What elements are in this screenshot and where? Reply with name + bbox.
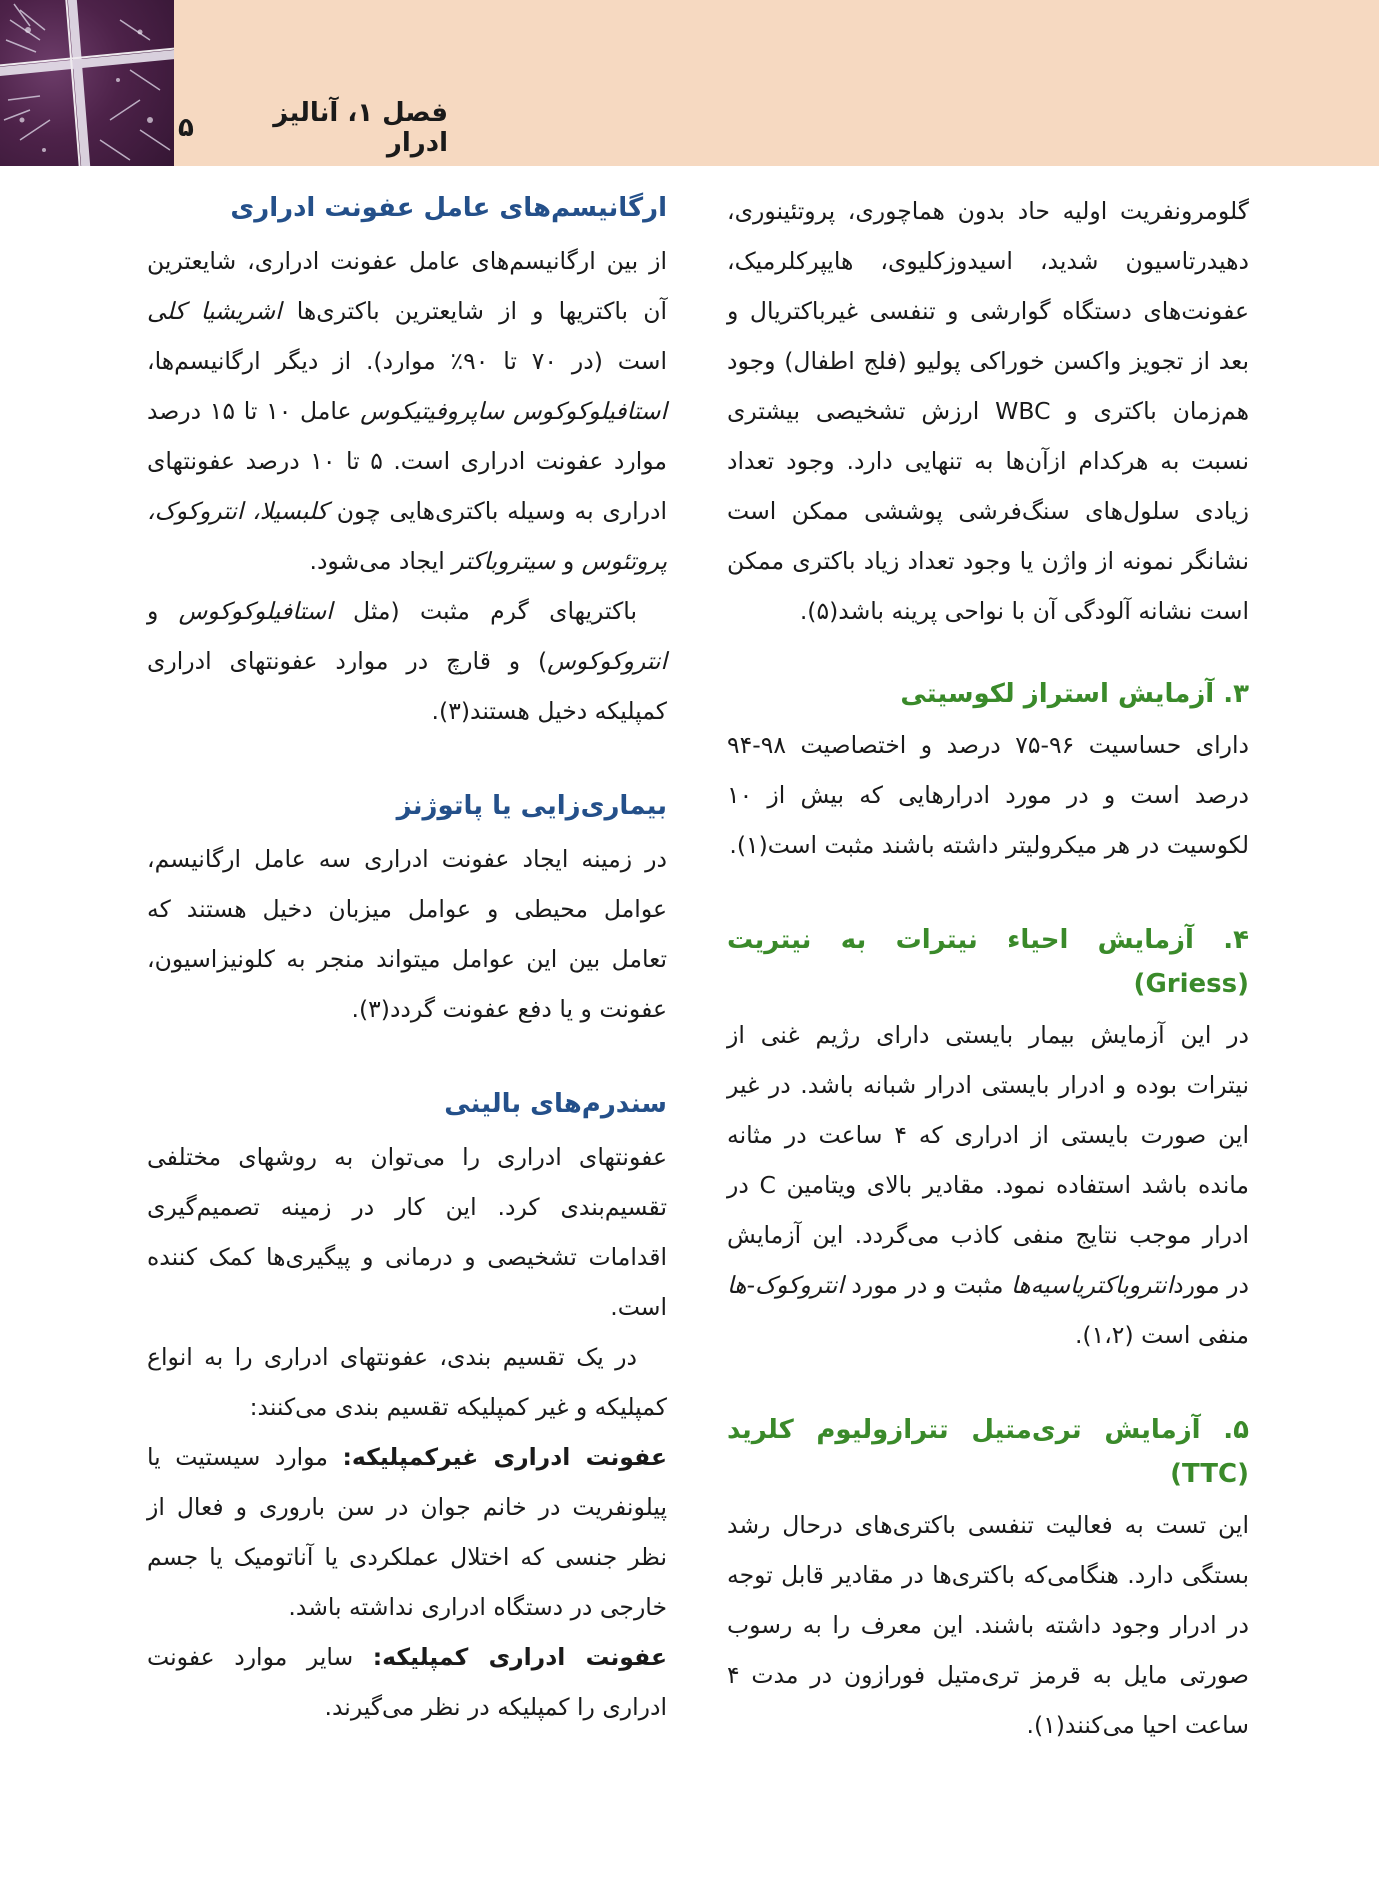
section4-heading: ۴. آزمایش احیاء نیترات به نیتریت (Griess): [727, 925, 1249, 999]
org-text-3: عامل ۱۰ تا ۱۵ درصد موارد عفونت ادراری است. ۵ تا ۱۰ درصد عفونتهای ادراری به وسیله باکتری‌هایی چون: [147, 397, 667, 525]
uncomplicated-label: عفونت ادراری غیرکمپلیکه:: [342, 1443, 668, 1471]
section4-text-a: در این آزمایش بیمار بایستی دارای رژیم غنی از نیترات بوده و ادرار بایستی ادرار شبانه باشد. در غیر این صورت بایستی از ادراری که ۴ ساعت در مثانه مانده باشد استفاده نمود. مقادیر بالای ویتامین C در ادرار موجب نتایج منفی کاذب می‌گردد. این آزمایش در مورد: [727, 1021, 1249, 1299]
org-text-1: از بین ارگانیسم‌های عامل عفونت ادراری، شایعترین آن باکتریها و از شایعترین باکتری‌ها: [147, 247, 667, 325]
section3-heading: ۳. آزمایش استراز لکوسیتی: [900, 679, 1249, 709]
uncomplicated-text: موارد سیستیت یا پیلونفریت در خانم جوان در سن باروری و فعال از نظر جنسی که اختلال عملکردی یا آناتومیک یا جسم خارجی در دستگاه ادراری نداشته باشد.: [147, 1443, 667, 1621]
org-text-5: ایجاد می‌شود.: [309, 547, 453, 575]
complicated-label: عفونت ادراری کمپلیکه:: [372, 1643, 667, 1671]
org-italic-3: کلبسیلا، انتروکوک، پروتئوس: [147, 497, 667, 575]
syndromes-heading: سندرم‌های بالینی: [444, 1089, 667, 1119]
pathogenesis-text: در زمینه ایجاد عفونت ادراری سه عامل ارگانیسم، عوامل محیطی و عوامل میزبان دخیل هستند که تعامل بین این عوامل میتواند منجر به کلونیزاسیون، عفونت و یا دفع عفونت گردد(۳).: [147, 845, 667, 1023]
section4-text: [727, 1010, 1249, 1360]
complicated-text: سایر موارد عفونت ادراری را کمپلیکه در نظر می‌گیرند.: [147, 1643, 667, 1721]
chapter-header: [178, 98, 448, 158]
org-italic-2: استافیلوکوکوس ساپروفیتیکوس: [360, 397, 667, 425]
page-number: ۵: [178, 113, 194, 143]
section4-italic-a: انتروباکتریاسیه‌ها: [1011, 1271, 1174, 1299]
section3-text: دارای حساسیت ۹۶-۷۵ درصد و اختصاصیت ۹۸-۹۴ درصد است و در مورد ادرارهایی که بیش از ۱۰ لکوسیت در هر میکرولیتر داشته باشند مثبت است(۱).: [727, 731, 1250, 859]
pathogenesis-heading: بیماری‌زایی یا پاتوژنز: [396, 791, 667, 821]
gram-positive-text: [147, 586, 667, 736]
org-italic-1: اشریشیا کلی: [147, 297, 282, 325]
section4-italic-b: انتروکوک‌-ها: [727, 1271, 844, 1299]
gram-italic-2: انتروکوکوس: [547, 647, 667, 675]
org-text-4: و: [555, 547, 582, 575]
syndromes-text: عفونتهای ادراری را می‌توان به روشهای مختلفی تقسیم‌بندی کرد. این کار در زمینه تصمیم‌گیری اقدامات تشخیصی و درمانی و پیگیری‌ها کمک کننده است.: [147, 1143, 667, 1321]
org-italic-4: سیتروباکتر: [452, 547, 556, 575]
gram-text-1: باکتریهای گرم مثبت (مثل: [332, 597, 637, 625]
classification-text: در یک تقسیم بندی، عفونتهای ادراری را به انواع کمپلیکه و غیر کمپلیکه تقسیم بندی می‌کنند:: [147, 1343, 667, 1421]
org-text-2: است (در ۷۰ تا ۹۰٪ موارد). از دیگر ارگانیسم‌ها،: [147, 347, 667, 375]
section4-text-b: مثبت و در مورد: [843, 1271, 1012, 1299]
organisms-heading: ارگانیسم‌های عامل عفونت ادراری: [230, 193, 667, 223]
urine-crystal-image: [0, 0, 174, 166]
complicated-paragraph: [147, 1632, 667, 1732]
gram-italic-1: استافیلوکوکوس: [178, 597, 333, 625]
organisms-text: [147, 236, 667, 586]
left-column: [147, 186, 667, 1732]
gram-text-2: و: [147, 597, 179, 625]
intro-paragraph: گلومرونفریت اولیه حاد بدون هماچوری، پروتئینوری، دهیدرتاسیون شدید، اسیدوزکلیوی، هایپرکلرمیک، عفونت‌های دستگاه گوارشی و تنفسی غیرباکتریال و بعد از تجویز واکسن خوراکی پولیو (فلج اطفال) وجود هم‌زمان باکتری و WBC ارزش تشخیصی بیشتری نسبت به هرکدام ازآن‌ها به تنهایی دارد. وجود تعداد زیادی سلول‌های سنگ‌فرشی پوششی ممکن است نشانگر نمونه از واژن یا وجود تعداد زیاد باکتری ممکن است نشانه آلودگی آن با نواحی پرینه باشد(۵).: [727, 197, 1249, 625]
uncomplicated-paragraph: [147, 1432, 667, 1632]
chapter-title: فصل ۱، آنالیز ادرار: [273, 98, 448, 158]
right-column: [727, 186, 1249, 1750]
section4-text-c: منفی است (۱،۲).: [1074, 1321, 1249, 1349]
section5-text: این تست به فعالیت تنفسی باکتری‌های درحال رشد بستگی دارد. هنگامی‌که باکتری‌ها در مقادیر قابل توجه در ادرار وجود داشته باشند. این معرف را به رسوب صورتی مایل به قرمز تری‌متیل فورازون در مدت ۴ ساعت احیا می‌کنند(۱).: [727, 1511, 1249, 1739]
gram-text-3: ) و قارچ در موارد عفونتهای ادراری کمپلیکه دخیل هستند(۳).: [147, 647, 667, 725]
section5-heading: ۵. آزمایش تری‌متیل تترازولیوم کلرید (TTC): [727, 1415, 1249, 1489]
